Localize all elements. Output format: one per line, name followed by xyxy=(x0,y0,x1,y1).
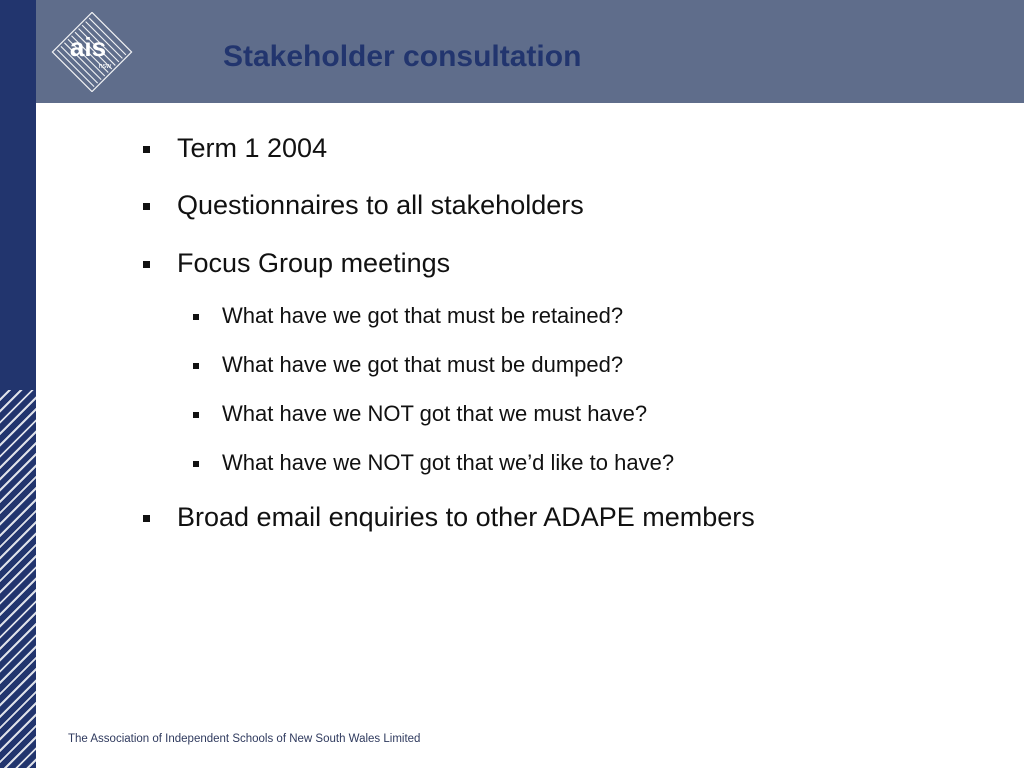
sidebar-stripe-pattern xyxy=(0,390,36,768)
square-bullet-icon xyxy=(193,412,199,418)
bullet-item xyxy=(177,133,327,164)
bullet-text: Questionnaires to all stakeholders xyxy=(177,190,584,220)
square-bullet-icon xyxy=(143,146,150,153)
sub-bullet-item xyxy=(222,303,623,329)
bullet-item xyxy=(177,502,755,533)
square-bullet-icon xyxy=(193,363,199,369)
sub-bullet-text: What have we got that must be retained? xyxy=(222,303,624,328)
logo-text: ais xyxy=(69,32,107,62)
sub-bullet-text: What have we NOT got that we’d like to have? xyxy=(222,450,675,475)
bullet-text: Term 1 2004 xyxy=(177,133,328,163)
sub-bullet-item xyxy=(222,401,647,427)
sub-bullet-item xyxy=(222,352,623,378)
sub-bullet-text: What have we NOT got that we must have? xyxy=(222,401,648,426)
sub-bullet-item xyxy=(222,450,674,476)
square-bullet-icon xyxy=(193,461,199,467)
square-bullet-icon xyxy=(193,314,199,320)
square-bullet-icon xyxy=(143,203,150,210)
bullet-item xyxy=(177,190,584,221)
sub-bullet-text: What have we got that must be dumped? xyxy=(222,352,624,377)
bullet-text: Focus Group meetings xyxy=(177,248,451,278)
logo-subtext: nsw xyxy=(98,63,112,70)
footer-organisation-name: The Association of Independent Schools of New South Wales Limited xyxy=(68,733,421,745)
square-bullet-icon xyxy=(143,515,150,522)
bullet-item xyxy=(177,248,450,279)
ais-logo xyxy=(50,12,134,92)
slide-title: Stakeholder consultation xyxy=(223,40,582,73)
bullet-text: Broad email enquiries to other ADAPE members xyxy=(177,502,755,532)
square-bullet-icon xyxy=(143,261,150,268)
